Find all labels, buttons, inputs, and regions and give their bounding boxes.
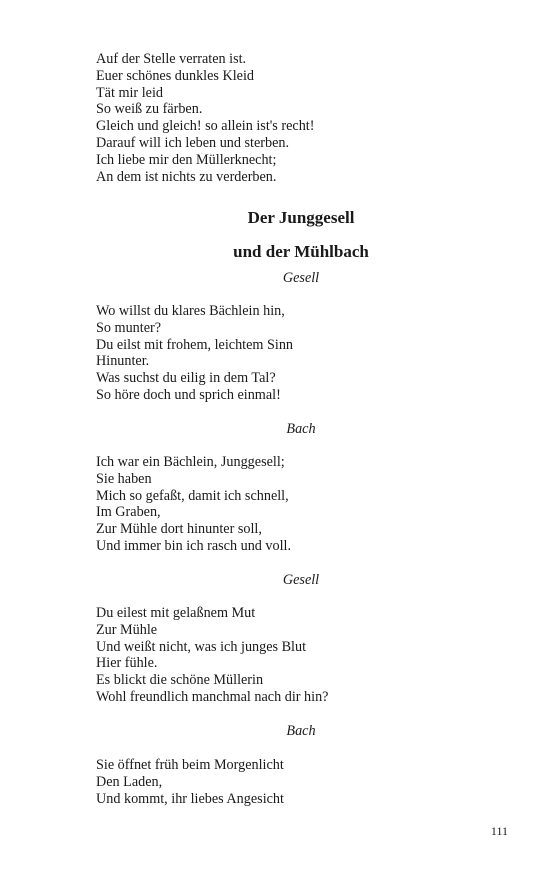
speaker-label: Bach [286, 421, 316, 437]
stanza [96, 757, 284, 807]
stanza [96, 605, 328, 706]
stanza [96, 454, 291, 555]
verse-line: Mich so gefaßt, damit ich schnell, [96, 487, 289, 504]
verse-line: Hier fühle. [96, 655, 158, 672]
verse-line: Den Laden, [96, 773, 163, 790]
verse-line: Auf der Stelle verraten ist. [96, 51, 247, 67]
verse-line: Und kommt, ihr liebes Angesicht [96, 790, 284, 807]
verse-line: Sie haben [96, 470, 152, 487]
verse-line: Ich liebe mir den Müllerknecht; [96, 151, 277, 168]
verse-line: Darauf will ich leben und sterben. [96, 134, 290, 151]
verse-line: Ich war ein Bächlein, Junggesell; [96, 454, 285, 470]
poem-title-line2: und der Mühlbach [233, 242, 369, 261]
verse-line: Und weißt nicht, was ich junges Blut [96, 638, 307, 655]
verse-line: Sie öffnet früh beim Morgenlicht [96, 757, 284, 773]
verse-line: So höre doch und sprich einmal! [96, 386, 281, 403]
page-number: 111 [490, 824, 508, 838]
verse-line: An dem ist nichts zu verderben. [96, 168, 277, 185]
verse-line: So weiß zu färben. [96, 101, 203, 118]
verse-line: Und immer bin ich rasch und voll. [96, 537, 292, 554]
verse-line: Euer schönes dunkles Kleid [96, 67, 254, 84]
verse-line: Du eilest mit gelaßnem Mut [96, 605, 256, 621]
verse-line: Tät mir leid [96, 84, 163, 101]
verse-line: Zur Mühle [96, 621, 158, 638]
speaker-label: Bach [286, 723, 316, 739]
speaker-label: Gesell [282, 270, 320, 286]
verse-line: So munter? [96, 319, 162, 336]
verse-line: Was suchst du eilig in dem Tal? [96, 370, 276, 387]
poem-title: Der Junggesell [247, 208, 355, 227]
stanza [96, 303, 293, 404]
verse-line: Gleich und gleich! so allein ist's recht! [96, 118, 315, 135]
speaker-label: Gesell [282, 572, 320, 588]
verse-line: Wohl freundlich manchmal nach dir hin? [96, 688, 329, 705]
stanza-continuation [96, 51, 314, 185]
verse-line: Wo willst du klares Bächlein hin, [96, 303, 285, 319]
verse-line: Es blickt die schöne Müllerin [96, 672, 264, 689]
verse-line: Zur Mühle dort hinunter soll, [96, 521, 262, 538]
verse-line: Im Graben, [96, 504, 161, 521]
verse-line: Du eilst mit frohem, leichtem Sinn [96, 336, 294, 353]
verse-line: Hinunter. [96, 353, 150, 370]
